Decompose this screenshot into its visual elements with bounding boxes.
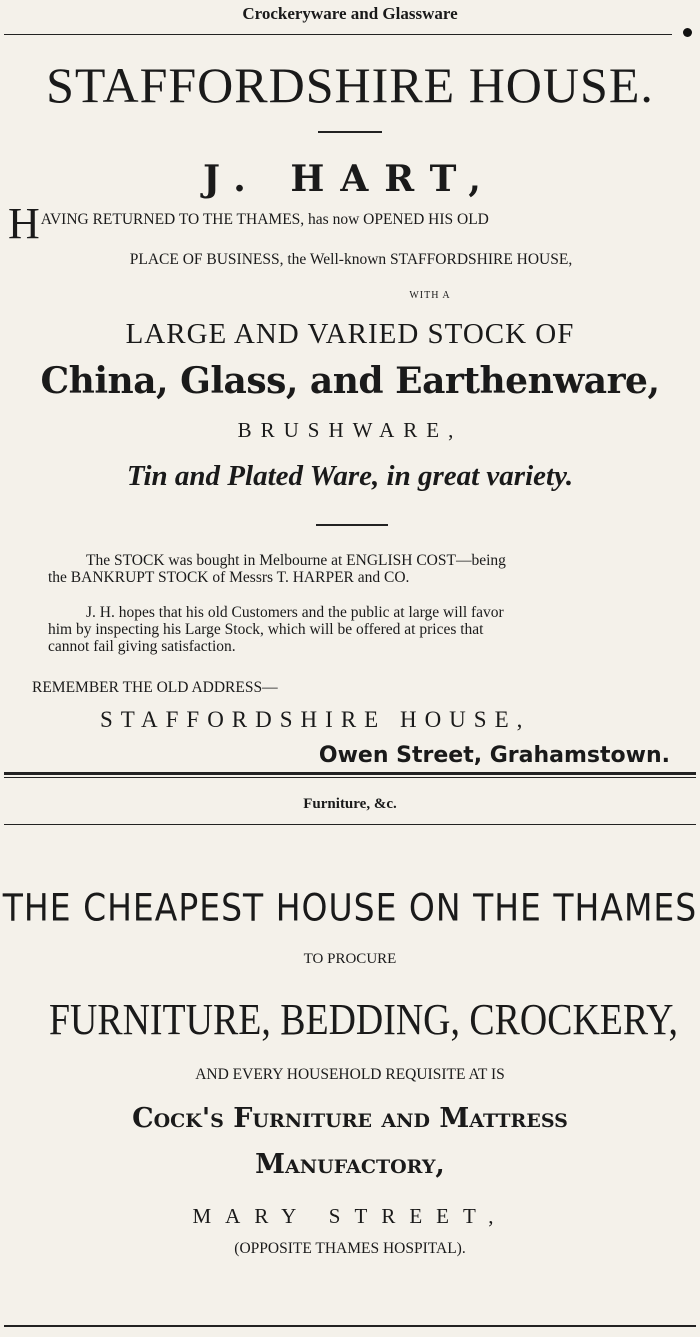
- intro-line-1: [8, 199, 694, 248]
- hopes-para-line-3: cannot fail giving satisfaction.: [48, 638, 236, 655]
- stock-para-line-1: The STOCK was bought in Melbourne at ENGLISH COST—being: [86, 552, 506, 569]
- tin-plated-heading: Tin and Plated Ware, in great variety.: [126, 460, 574, 492]
- cheapest-house-heading: THE CHEAPEST HOUSE ON THE THAMES: [2, 885, 698, 930]
- with-a-text: WITH A: [409, 290, 451, 301]
- section-heading-furniture: Furniture, &c.: [303, 796, 397, 812]
- intro-line-1-text: AVING RETURNED TO THE THAMES, has now OPENED HIS OLD: [40, 211, 489, 228]
- opposite-hospital: (OPPOSITE THAMES HOSPITAL).: [234, 1240, 466, 1257]
- furniture-bedding-heading: FURNITURE, BEDDING, CROCKERY,: [49, 995, 678, 1044]
- merchant-name: J. HART,: [203, 158, 497, 200]
- brushware-heading: BRUSHWARE,: [237, 418, 463, 442]
- short-rule: [318, 131, 382, 133]
- short-rule-2: [316, 524, 388, 526]
- business-name-line-1: Cock's Furniture and Mattress: [132, 1103, 568, 1134]
- address-house: STAFFORDSHIRE HOUSE,: [100, 707, 531, 732]
- stock-para-line-2: the BANKRUPT STOCK of Messrs T. HARPER and CO.: [48, 569, 410, 586]
- section-rule-2: [4, 824, 696, 825]
- drop-cap: H: [8, 199, 40, 248]
- business-street: MARY STREET,: [192, 1204, 508, 1228]
- section-rule: [4, 34, 672, 35]
- china-glass-heading: China, Glass, and Earthenware,: [40, 360, 660, 402]
- household-requisite-text: AND EVERY HOUSEHOLD REQUISITE AT IS: [195, 1066, 505, 1083]
- bottom-rule: [4, 1325, 696, 1327]
- remember-address: REMEMBER THE OLD ADDRESS—: [32, 679, 278, 696]
- intro-paragraph: [8, 199, 694, 273]
- intro-line-2: PLACE OF BUSINESS, the Well-known STAFFORDSHIRE HOUSE,: [129, 251, 573, 268]
- ad-separator-thick: [4, 772, 696, 775]
- ad-separator-thin: [4, 777, 696, 778]
- address-street: Owen Street, Grahamstown.: [318, 743, 670, 768]
- hopes-para-line-2: him by inspecting his Large Stock, which will be offered at prices that: [48, 621, 484, 638]
- large-stock-heading: LARGE AND VARIED STOCK OF: [125, 318, 575, 350]
- ad-title-staffordshire-house: STAFFORDSHIRE HOUSE.: [46, 57, 654, 113]
- business-name-line-2: Manufactory,: [255, 1149, 445, 1180]
- section-heading-crockery: Crockeryware and Glassware: [242, 4, 458, 23]
- to-procure-text: TO PROCURE: [303, 951, 397, 967]
- ink-dot: [683, 28, 692, 37]
- hopes-para-line-1: J. H. hopes that his old Customers and the public at large will favor: [86, 604, 504, 621]
